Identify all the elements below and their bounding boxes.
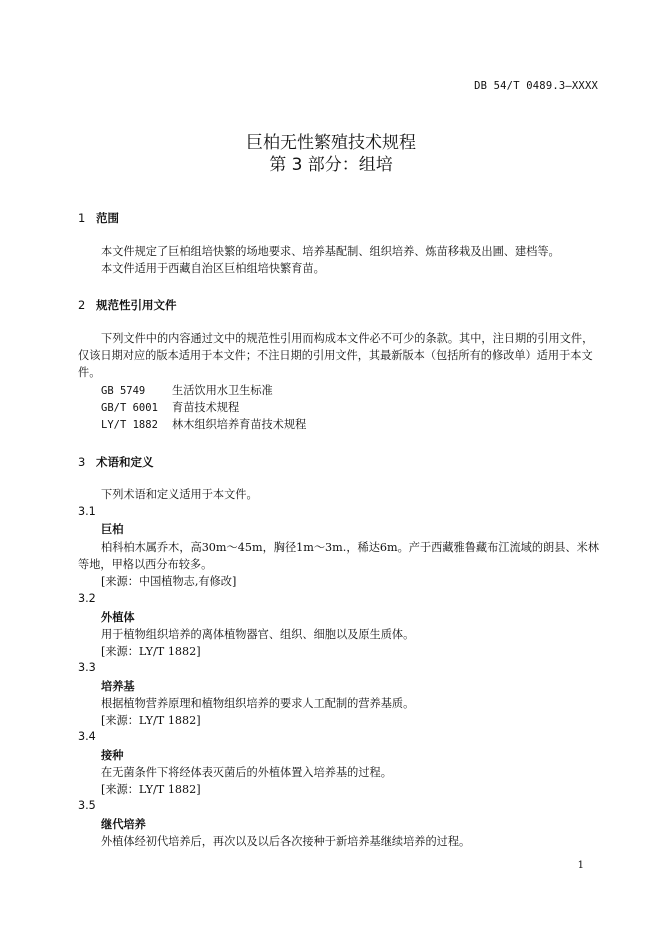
section-title: 范围 <box>96 211 119 225</box>
reference-item <box>101 416 306 432</box>
reference-code: GB 5749 <box>101 385 146 397</box>
term-number: 3.4 <box>78 730 96 743</box>
reference-code: GB/T 6001 <box>101 402 158 414</box>
reference-title: 生活饮用水卫生标准 <box>172 384 273 397</box>
section-heading-terms-definitions <box>78 454 154 470</box>
reference-item <box>101 382 273 398</box>
term-name: 巨柏 <box>101 523 124 536</box>
term-definition: 柏科柏木属乔木，高30m～45m，胸径1m～3m.，稀达6m。产于西藏雅鲁藏布江流域的朗县、米林等地，甲格以西分布较多。 <box>78 541 599 571</box>
term-source: [来源：LY/T 1882] <box>101 714 201 727</box>
references-paragraph: 下列文件中的内容通过文中的规范性引用而构成本文件必不可少的条款。其中，注日期的引用文件，仅该日期对应的版本适用于本文件；不注日期的引用文件，其最新版本（包括所有的修改单）适用于本文件。 <box>78 332 594 379</box>
section-number: 3 <box>78 455 86 469</box>
reference-code: LY/T 1882 <box>101 419 158 431</box>
page-number: 1 <box>577 860 584 871</box>
reference-title: 育苗技术规程 <box>172 401 240 414</box>
document-subtitle: 第 3 部分：组培 <box>269 155 393 175</box>
scope-paragraph-1: 本文件规定了巨柏组培快繁的场地要求、培养基配制、组织培养、炼苗移栽及出圃、建档等。 <box>101 245 560 258</box>
term-number: 3.2 <box>78 592 96 605</box>
term-definition: 用于植物组织培养的离体植物器官、组织、细胞以及原生质体。 <box>101 628 415 641</box>
terms-intro: 下列术语和定义适用于本文件。 <box>101 488 258 501</box>
reference-title: 林木组织培养育苗技术规程 <box>172 418 307 431</box>
section-number: 2 <box>78 298 86 312</box>
term-name: 培养基 <box>101 680 135 693</box>
section-title: 规范性引用文件 <box>96 298 177 312</box>
term-definition: 根据植物营养原理和植物组织培养的要求人工配制的营养基质。 <box>101 697 415 710</box>
term-number: 3.3 <box>78 661 96 674</box>
term-definition: 外植体经初代培养后，再次以及以后各次接种于新培养基继续培养的过程。 <box>101 835 471 848</box>
term-definition: 在无菌条件下将经体表灭菌后的外植体置入培养基的过程。 <box>101 766 392 779</box>
section-heading-normative-references <box>78 297 177 313</box>
section-number: 1 <box>78 211 86 225</box>
document-title: 巨柏无性繁殖技术规程 <box>246 133 416 153</box>
scope-paragraph-2: 本文件适用于西藏自治区巨柏组培快繁育苗。 <box>101 262 325 275</box>
standard-number: DB 54/T 0489.3—XXXX <box>474 80 598 92</box>
term-name: 外植体 <box>101 611 135 624</box>
section-heading-scope <box>78 210 119 226</box>
reference-item <box>101 399 239 415</box>
term-source: [来源：LY/T 1882] <box>101 783 201 796</box>
section-title: 术语和定义 <box>96 455 154 469</box>
term-source: [来源：LY/T 1882] <box>101 645 201 658</box>
term-number: 3.5 <box>78 799 96 812</box>
term-name: 继代培养 <box>101 818 146 831</box>
term-number: 3.1 <box>78 505 96 518</box>
term-name: 接种 <box>101 749 124 762</box>
term-source: [来源：中国植物志,有修改] <box>101 575 237 588</box>
